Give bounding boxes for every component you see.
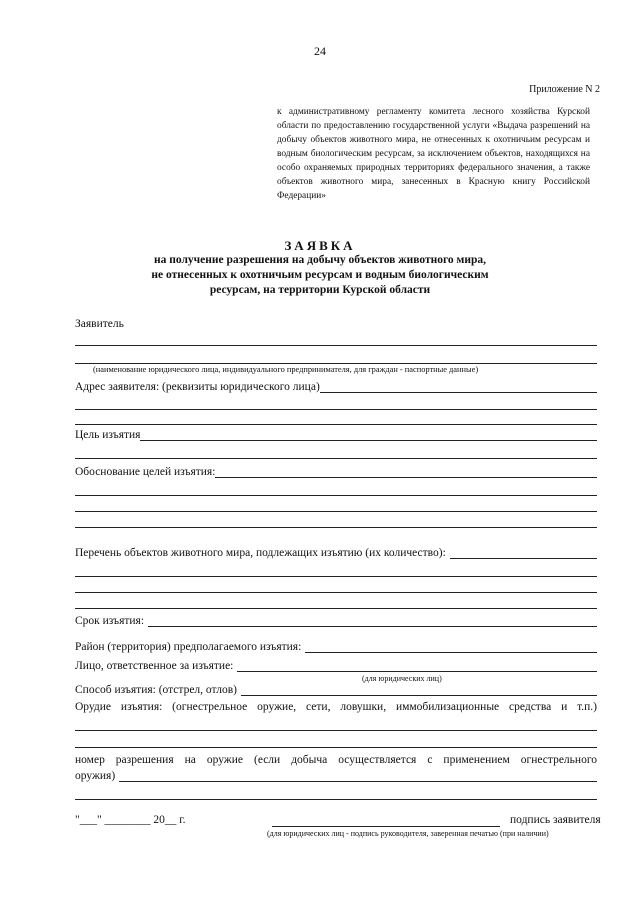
address-line-3[interactable] (75, 424, 597, 425)
weapon-permit-line-1[interactable] (75, 781, 597, 782)
tools-line-1[interactable] (75, 730, 597, 731)
objects-label: Перечень объектов животного мира, подлежащих изъятию (их количество): (75, 546, 450, 560)
subtitle-line: не отнесенных к охотничьим ресурсам и водным биологическим (151, 269, 489, 281)
applicant-caption: (наименование юридического лица, индивидуального предпринимателя, для граждан - паспортные данные) (93, 365, 479, 374)
address-label: Адрес заявителя: (реквизиты юридического лица) (75, 381, 320, 393)
justification-line-4[interactable] (75, 527, 597, 528)
date-field[interactable]: "___" ________ 20__ г. (75, 814, 186, 826)
period-line[interactable] (75, 626, 597, 627)
tools-label: Орудие изъятия: (огнестрельное оружие, сети, ловушки, иммобилизационные средства и т.п.) (75, 701, 597, 713)
objects-line-4[interactable] (75, 608, 597, 609)
address-line-2[interactable] (75, 409, 597, 410)
page-number: 24 (314, 44, 326, 58)
justification-line-2[interactable] (75, 495, 597, 496)
objects-line-2[interactable] (75, 576, 597, 577)
signature-label: подпись заявителя (510, 814, 601, 826)
period-label: Срок изъятия: (75, 614, 148, 628)
justification-line-3[interactable] (75, 511, 597, 512)
district-label: Район (территория) предполагаемого изъятия: (75, 640, 305, 654)
legal-entities-caption: (для юридических лиц) (362, 674, 442, 683)
method-label: Способ изъятия: (отстрел, отлов) (75, 683, 241, 697)
responsible-label: Лицо, ответственное за изъятие: (75, 659, 237, 673)
objects-line-3[interactable] (75, 592, 597, 593)
applicant-label: Заявитель (75, 318, 124, 330)
appendix-label: Приложение N 2 (529, 84, 600, 95)
purpose-label: Цель изъятия (75, 429, 141, 441)
regulation-note: к административному регламенту комитета лесного хозяйства Курской области по предоставлению государственной услуги «Выдача разрешений на добычу объектов животного мира, не отнесенных к охотничьим ресурсам и водным биологическим ресурсам, за исключением объектов, находящихся на особо охраняемых природных территориях федерального значения, а также объектов животного мира, занесенных в Красную книгу Российской Федерации» (277, 107, 590, 201)
purpose-line-1[interactable] (75, 440, 597, 441)
weapon-permit-line-2[interactable] (75, 799, 597, 800)
tools-line-2[interactable] (75, 747, 597, 748)
subtitle-line: на получение разрешения на добычу объектов животного мира, (153, 254, 487, 266)
signature-caption: (для юридических лиц - подпись руководителя, заверенная печатью (при наличии) (267, 829, 549, 838)
weapon-permit-label-2: оружия) (75, 769, 119, 783)
subtitle-line: ресурсам, на территории Курской области (209, 284, 431, 296)
applicant-line-1[interactable] (75, 345, 597, 346)
signature-line[interactable] (272, 826, 500, 827)
justification-label: Обоснование целей изъятия: (75, 466, 216, 478)
form-title: ЗАЯВКА (284, 238, 356, 253)
applicant-line-2[interactable] (75, 363, 597, 364)
form-subtitle (120, 253, 520, 298)
weapon-permit-label: номер разрешения на оружие (если добыча осуществляется с применением огнестрельного (75, 754, 597, 766)
purpose-line-2[interactable] (75, 458, 597, 459)
